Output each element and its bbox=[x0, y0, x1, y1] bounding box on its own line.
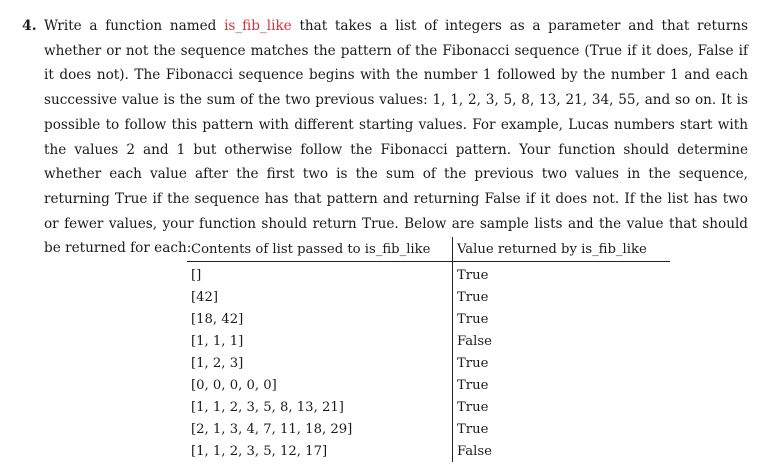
table-row bbox=[187, 352, 670, 374]
problem-statement bbox=[22, 14, 748, 261]
list-cell: [1, 1, 1] bbox=[191, 333, 244, 349]
table-row bbox=[187, 262, 670, 287]
result-cell: False bbox=[453, 440, 671, 462]
table-row bbox=[187, 396, 670, 418]
problem-text-before: Write a function named bbox=[44, 18, 225, 34]
list-cell: [1, 2, 3] bbox=[191, 355, 244, 371]
result-cell: True bbox=[453, 262, 671, 287]
problem-paragraph bbox=[44, 14, 748, 261]
result-cell: True bbox=[453, 374, 671, 396]
table-header-row bbox=[187, 237, 670, 262]
function-name: is_fib_like bbox=[224, 18, 292, 34]
table-row bbox=[187, 374, 670, 396]
list-cell: [1, 1, 2, 3, 5, 8, 13, 21] bbox=[191, 399, 344, 415]
list-cell: [42] bbox=[191, 289, 219, 305]
result-cell: True bbox=[453, 352, 671, 374]
table-row bbox=[187, 308, 670, 330]
table-row bbox=[187, 330, 670, 352]
header-value-returned: Value returned by is_fib_like bbox=[453, 237, 671, 262]
list-cell: [0, 0, 0, 0, 0] bbox=[191, 377, 277, 393]
result-cell: True bbox=[453, 286, 671, 308]
result-cell: False bbox=[453, 330, 671, 352]
list-cell: [] bbox=[191, 267, 202, 283]
list-cell: [2, 1, 3, 4, 7, 11, 18, 29] bbox=[191, 421, 353, 437]
table-row bbox=[187, 440, 670, 462]
result-cell: True bbox=[453, 308, 671, 330]
result-cell: True bbox=[453, 396, 671, 418]
problem-number: 4. bbox=[22, 18, 37, 34]
samples-table bbox=[187, 237, 670, 462]
table-row bbox=[187, 418, 670, 440]
header-list-contents: Contents of list passed to is_fib_like bbox=[187, 237, 453, 262]
list-cell: [1, 1, 2, 3, 5, 12, 17] bbox=[191, 443, 328, 459]
table-row bbox=[187, 286, 670, 308]
problem-text-after: that takes a list of integers as a parameter and that returns whether or not the sequence matches the pattern of the Fibonacci sequence (True if it does, False if it does not). The Fibonacci sequence begins with the number 1 followed by the number 1 and each successive value is the sum of the two previous values: 1, 1, 2, 3, 5, 8, 13, 21, 34, 55, and so on. It is possible to follow this pattern with different starting values. For example, Lucas numbers start with the values 2 and 1 but otherwise follow the Fibonacci pattern. Your function should determine whether each value after the first two is the sum of the previous two values in the sequence, returning True if the sequence has that pattern and returning False if it does not. If the list has two or fewer values, your function should return True. Below are sample lists and the value that should be returned for each: bbox=[44, 18, 748, 257]
list-cell: [18, 42] bbox=[191, 311, 244, 327]
result-cell: True bbox=[453, 418, 671, 440]
